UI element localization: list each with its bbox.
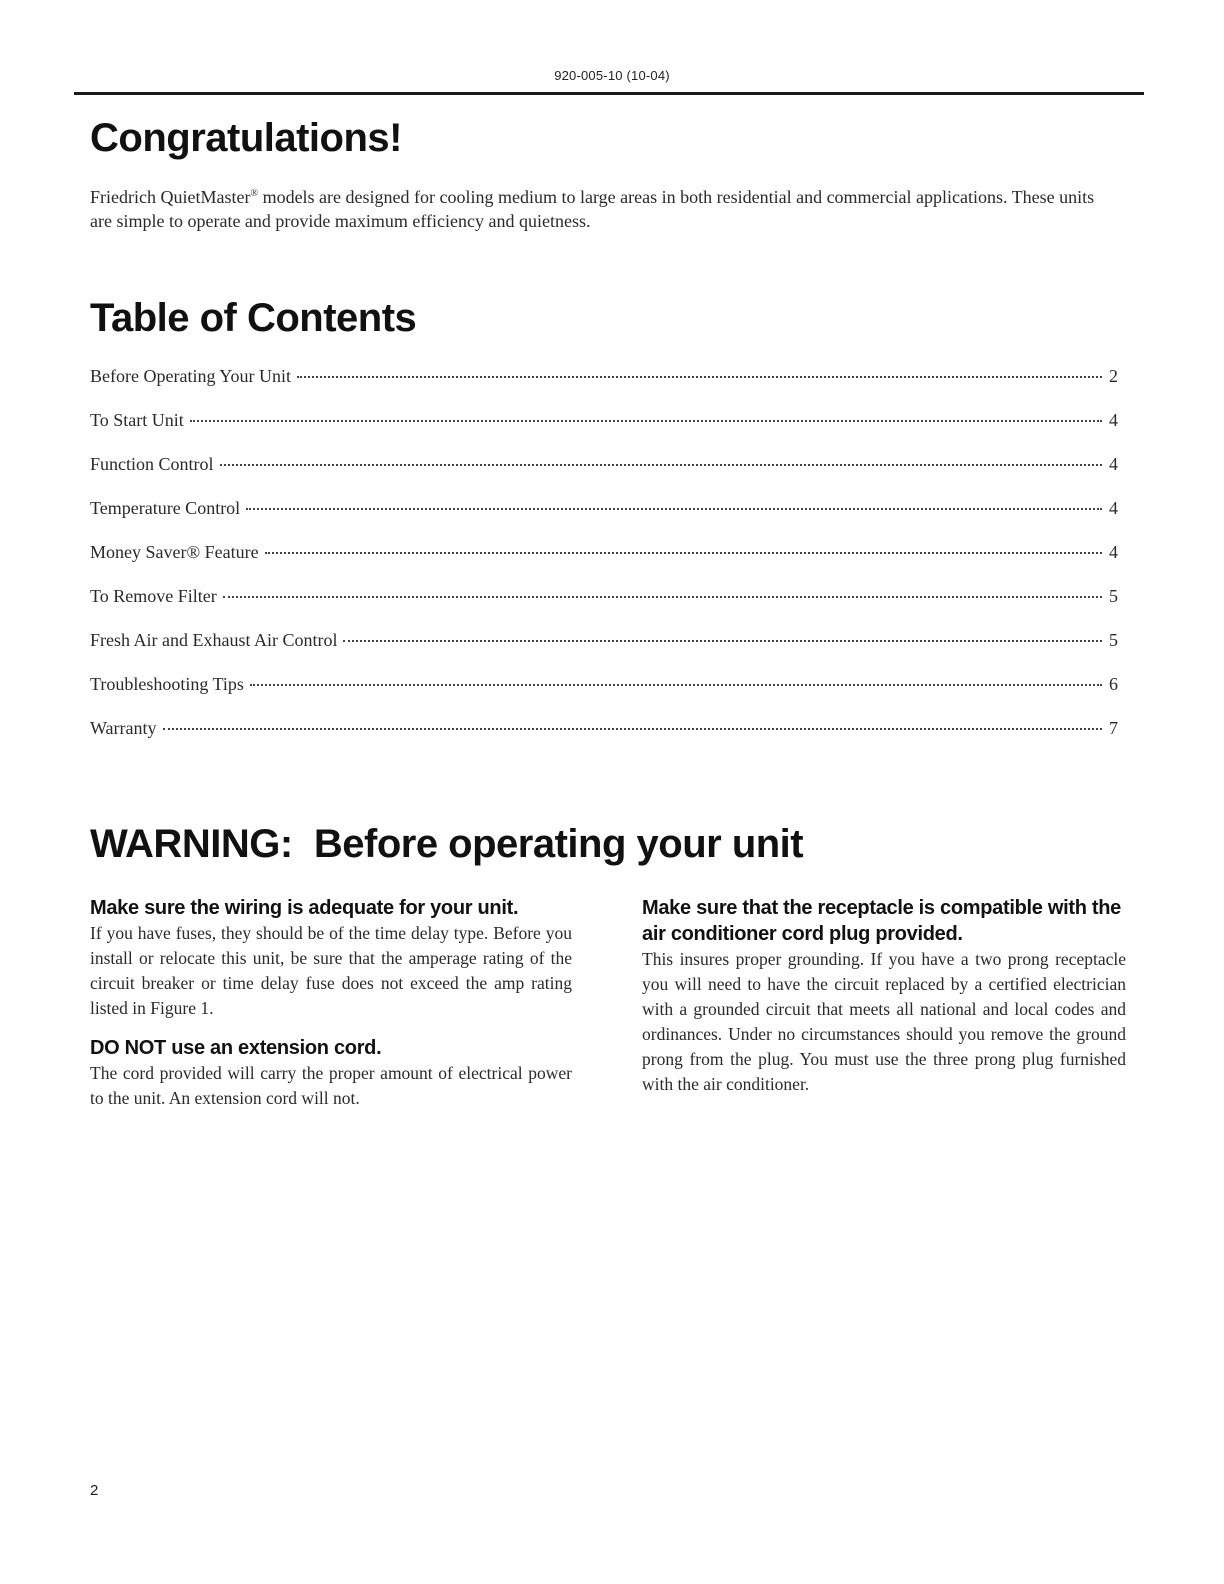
toc-entry-label: Before Operating Your Unit (90, 366, 291, 386)
toc-entry (90, 410, 1118, 454)
extension-cord-paragraph: The cord provided will carry the proper amount of electrical power to the unit. An extension cord will not. (90, 1063, 572, 1108)
toc-leader-dots (265, 552, 1102, 554)
registered-mark: ® (250, 188, 259, 199)
toc-entry (90, 366, 1118, 410)
toc-leader-dots (190, 420, 1102, 422)
congratulations-heading: Congratulations! (90, 116, 402, 160)
toc-entry (90, 674, 1118, 718)
toc-entry-page: 7 (1109, 718, 1118, 738)
toc-leader-dots (223, 596, 1102, 598)
toc-entry-label: Function Control (90, 454, 214, 474)
toc-entry (90, 498, 1118, 542)
toc-entry (90, 586, 1118, 630)
toc-leader-dots (246, 508, 1102, 510)
table-of-contents-heading: Table of Contents (90, 296, 417, 340)
toc-entry-page: 5 (1109, 630, 1118, 650)
toc-leader-dots (220, 464, 1102, 466)
receptacle-paragraph: This insures proper grounding. If you have a two prong receptacle you will need to have the circuit replaced by a certified electrician with a grounded circuit that meets all national and local codes and ordinances. Under no circumstances should you remove the ground prong from the plug. You must use the three prong plug furnished with the air conditioner. (642, 949, 1126, 1094)
intro-text-start: Friedrich QuietMaster (90, 187, 251, 207)
warning-heading: WARNING: Before operating your unit (90, 822, 804, 866)
toc-leader-dots (297, 376, 1102, 378)
toc-entry-label: Warranty (90, 718, 157, 738)
header-rule (74, 92, 1144, 95)
wiring-paragraph: If you have fuses, they should be of the time delay type. Before you install or relocate this unit, be sure that the amperage rating of the circuit breaker or time delay fuse does not exceed the amp rating listed in Figure 1. (90, 923, 572, 1018)
receptacle-heading: Make sure that the receptacle is compatible with the air conditioner cord plug provided. (642, 897, 1121, 945)
toc-leader-dots (163, 728, 1102, 730)
toc-entry (90, 542, 1118, 586)
warning-left-column (90, 895, 572, 1111)
table-of-contents (90, 366, 1118, 762)
toc-entry-page: 4 (1109, 410, 1118, 430)
document-code: 920-005-10 (10-04) (554, 68, 670, 83)
warning-right-column (642, 895, 1126, 1097)
toc-entry (90, 718, 1118, 762)
toc-entry-page: 5 (1109, 586, 1118, 606)
toc-entry-page: 6 (1109, 674, 1118, 694)
intro-text-end: models are designed for cooling medium to large areas in both residential and commercial applications. These units are simple to operate and provide maximum efficiency and quietness. (90, 187, 1095, 231)
toc-entry-label: Fresh Air and Exhaust Air Control (90, 630, 338, 650)
page-number: 2 (90, 1482, 99, 1499)
intro-paragraph (90, 185, 1100, 233)
toc-entry-page: 4 (1109, 454, 1118, 474)
section-spacer (90, 1021, 572, 1035)
extension-cord-heading: DO NOT use an extension cord. (90, 1037, 382, 1059)
toc-leader-dots (343, 640, 1102, 642)
toc-entry-page: 4 (1109, 542, 1118, 562)
toc-entry-label: Temperature Control (90, 498, 241, 518)
toc-entry-label: Troubleshooting Tips (90, 674, 244, 694)
wiring-heading: Make sure the wiring is adequate for your unit. (90, 897, 519, 919)
toc-entry (90, 454, 1118, 498)
toc-entry (90, 630, 1118, 674)
toc-entry-label: Money Saver® Feature (90, 542, 259, 562)
toc-entry-label: To Start Unit (90, 410, 184, 430)
toc-entry-page: 4 (1109, 498, 1118, 518)
toc-entry-label: To Remove Filter (90, 586, 217, 606)
toc-entry-page: 2 (1109, 366, 1118, 386)
toc-leader-dots (250, 684, 1102, 686)
